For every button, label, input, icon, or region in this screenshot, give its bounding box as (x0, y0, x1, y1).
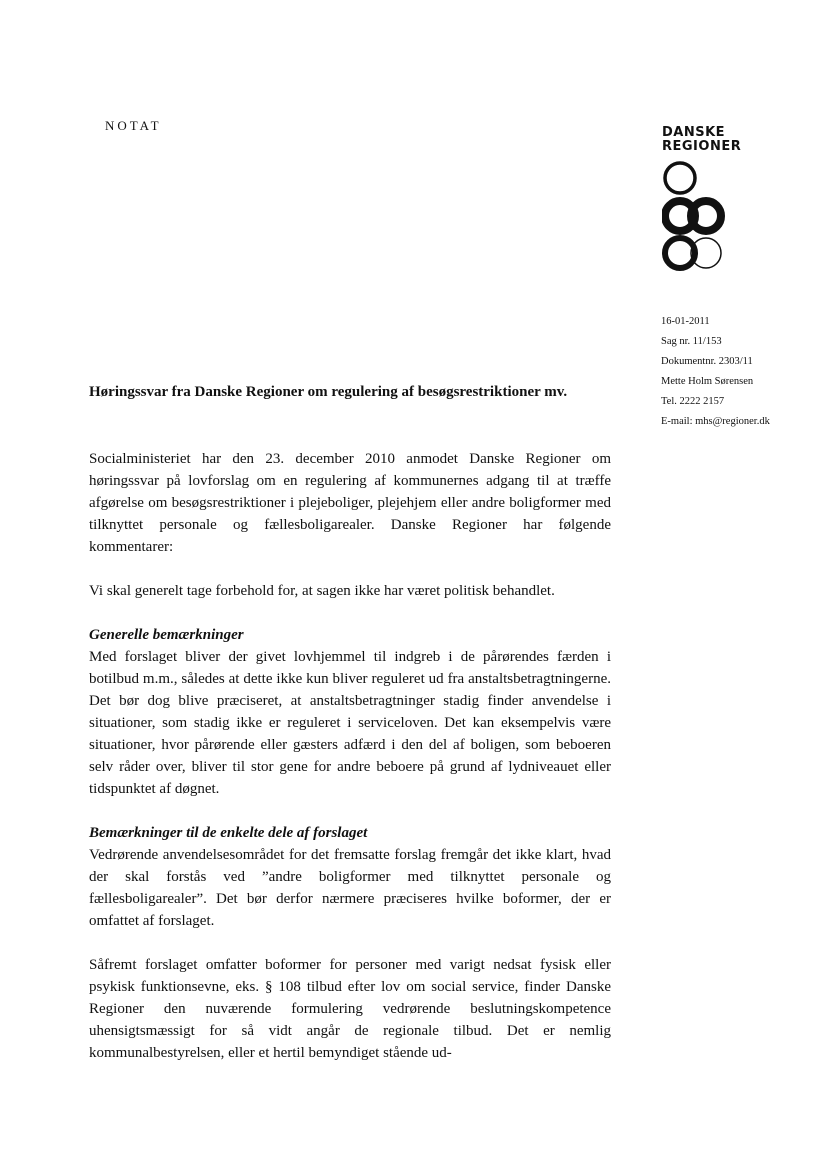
specific-remarks-paragraph: Vedrørende anvendelsesområdet for det fremsatte forslag fremgår det ikke klart, hvad der skal forstås ved ”andre boligformer med tilknyttet personale og fællesboligarealer”. Det bør derfor nærmere præciseres hvilke boformer, der er omfattet af forslaget. (89, 847, 611, 929)
meta-author: Mette Holm Sørensen (661, 376, 754, 387)
intro-paragraph: Socialministeriet har den 23. december 2010 anmodet Danske Regioner om høringssvar på lovforslag om en regulering af kommunernes adgang til at træffe afgørelse om besøgsrestriktioner i plejeboliger, plejehjem eller andre boligformer med tilknyttet personale og fællesboligarealer. Danske Regioner har følgende kommentarer: (89, 451, 611, 555)
logo-circles-icon (662, 160, 742, 280)
logo-text-line2: REGIONER (662, 139, 742, 154)
general-remarks-paragraph: Med forslaget bliver der givet lovhjemmel til indgreb i de pårørendes færden i botilbud m.m., således at dette ikke kun bliver reguleret ud fra anstaltsbetragtningerne. Det bør dog blive præciseret, at anstaltsbetragtninger stadig finder anvendelse i situationer, som stadig ikke er reguleret i serviceloven. Det kan eksempelvis være situationer, hvor pårørende eller gæsters adfærd i den del af boligen, som beboeren selv råder over, bliver til stor gene for andre beboere på grund af lydniveauet eller tidspunktet af døgnet. (89, 649, 611, 797)
scope-paragraph: Såfremt forslaget omfatter boformer for personer med varigt nedsat fysisk eller psykisk funktionsevne, eks. § 108 tilbud efter lov om social service, finder Danske Regioner den nuværende formulering vedrørende beslutningskompetence uhensigtsmæssigt for så vidt angår de regionale tilbud. Det er nemlig kommunalbestyrelsen, eller et hertil bemyndiget stående ud- (89, 957, 611, 1061)
meta-email: E-mail: mhs@regioner.dk (661, 416, 770, 427)
meta-document-number: Dokumentnr. 2303/11 (661, 356, 753, 367)
reservation-paragraph: Vi skal generelt tage forbehold for, at sagen ikke har været politisk behandlet. (89, 583, 555, 599)
danske-regioner-logo (662, 126, 772, 280)
document-type-label: NOTAT (105, 118, 162, 133)
meta-phone: Tel. 2222 2157 (661, 396, 725, 407)
meta-case-number: Sag nr. 11/153 (661, 336, 722, 347)
section-heading-general: Generelle bemærkninger (89, 627, 244, 643)
document-body (89, 448, 611, 1086)
logo-text-line1: DANSKE (662, 125, 726, 140)
document-title: Høringssvar fra Danske Regioner om regulering af besøgsrestriktioner mv. (89, 384, 568, 400)
document-metadata (661, 312, 821, 432)
meta-date: 16-01-2011 (661, 316, 710, 327)
section-heading-specific: Bemærkninger til de enkelte dele af forslaget (89, 825, 368, 841)
